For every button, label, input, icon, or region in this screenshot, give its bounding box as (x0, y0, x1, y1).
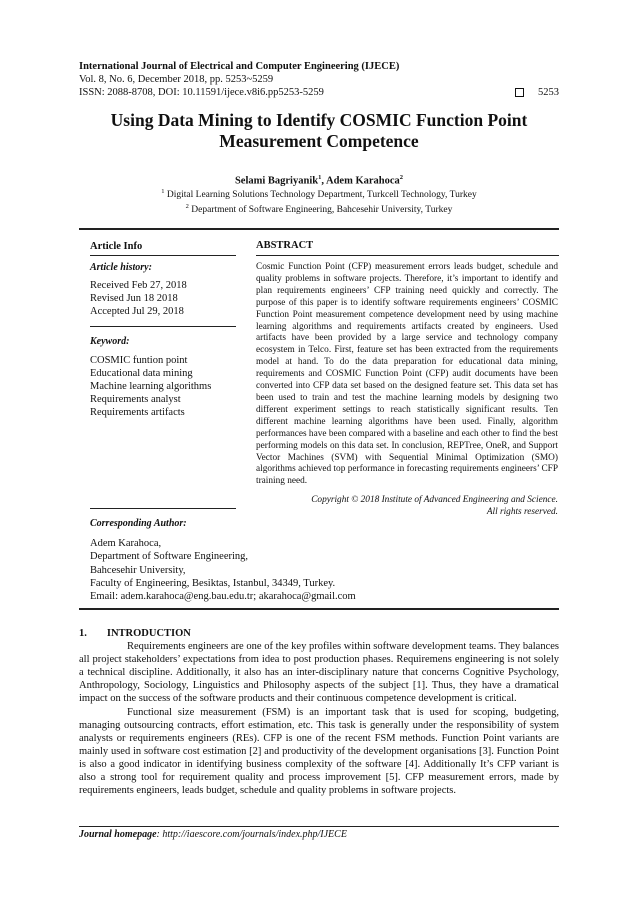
journal-header (79, 60, 559, 99)
abstract-body (256, 258, 558, 518)
title-line-1: Using Data Mining to Identify COSMIC Function Point (110, 110, 528, 130)
footer-label: Journal homepage (79, 829, 157, 840)
article-info-heading: Article Info (90, 241, 143, 252)
paper-title (79, 110, 559, 152)
corresponding-department: Department of Software Engineering, (90, 551, 249, 563)
keyword-label: Keyword: (90, 336, 130, 347)
section-title: INTRODUCTION (106, 628, 191, 639)
article-info-heading-block (90, 240, 240, 253)
journal-footer (79, 829, 559, 840)
journal-name: International Journal of Electrical and Computer Engineering (IJECE) (79, 61, 400, 72)
history-rule (90, 326, 236, 327)
introduction-section (79, 628, 559, 798)
abstract-text: Cosmic Function Point (CFP) measurement errors leads budget, schedule and quality problems in software projects. Therefore, it’s important to identify and plan requirements engineers’ CFP training need quickly and correctly. The purpose of this paper is to identify software requirements engineers’ COSMIC Function Point measurement competence development need by using machine learning algorithms and requirements artifacts created by engineers. Used artifacts have been provided by a large service and technology company ecosystem in Telco. First, feature set has been extracted from the requirements model at hand. To do the data preparation for educational data mining, requirements and COSMIC Function Point (CFP) audit documents have been converted into CFP data set based on the designed feature set. This data set has been used to train and test the machine learning models by designing two different experiment settings to reach statistically significant results. Ten different machine learning algorithms have been used. Finally, algorithm performances have been compared with a baseline and each other to find the best performing models on this data set. In conclusion, REPTree, OneR, and Support Vector Machines (SVM) with Sequential Minimal Optimization (SMO) algorithms achieved top performance in forecasting requirements engineers’ CFP training need. (256, 262, 558, 487)
corresponding-author (90, 517, 560, 603)
affiliation-1 (79, 186, 559, 201)
introduction-heading (79, 628, 559, 641)
section-number: 1. (79, 628, 87, 639)
article-history (90, 261, 240, 318)
title-line-2: Measurement Competence (219, 131, 419, 151)
corresponding-address: Faculty of Engineering, Besiktas, Istanbul, 34349, Turkey. (90, 577, 336, 589)
issn-doi: ISSN: 2088-8708, DOI: 10.11591/ijece.v8i6.pp5253-5259 (79, 87, 324, 98)
page-number: 5253 (538, 87, 559, 98)
copyright-notice (256, 494, 558, 518)
keyword-item: Requirements artifacts (90, 407, 185, 418)
article-info-rule (90, 255, 236, 256)
history-received: Received Feb 27, 2018 (90, 280, 187, 291)
author-1: Selami Bagriyanik (234, 175, 319, 187)
keyword-item: Machine learning algorithms (90, 381, 212, 392)
corresponding-rule (90, 508, 236, 509)
affiliation-2 (79, 201, 559, 216)
affiliation-2-text: Department of Software Engineering, Bahcesehir University, Turkey (188, 205, 453, 216)
abstract-section (256, 240, 558, 251)
author-1-sup: 1 (318, 174, 322, 181)
corresponding-label: Corresponding Author: (90, 518, 187, 529)
abstract-heading: ABSTRACT (256, 240, 314, 251)
affiliation-1-sup: 1 (161, 188, 165, 195)
volume-info: Vol. 8, No. 6, December 2018, pp. 5253~5259 (79, 74, 274, 85)
corresponding-name: Adem Karahoca, (90, 538, 162, 550)
keyword-item: Requirements analyst (90, 394, 181, 405)
history-label: Article history: (90, 262, 152, 273)
author-separator: , (321, 175, 326, 187)
history-accepted: Accepted Jul 29, 2018 (90, 306, 184, 317)
history-revised: Revised Jun 18 2018 (90, 293, 178, 304)
footer-url[interactable]: : http://iaescore.com/journals/index.php/IJECE (156, 829, 347, 840)
footer-rule (79, 826, 559, 827)
affiliations (79, 186, 559, 216)
square-icon (515, 88, 524, 97)
author-2: Adem Karahoca (326, 175, 400, 187)
corresponding-email: Email: adem.karahoca@eng.bau.edu.tr; akarahoca@gmail.com (90, 591, 356, 603)
issn-row (79, 86, 559, 99)
copyright-line-2: All rights reserved. (486, 507, 558, 518)
intro-paragraph: Functional size measurement (FSM) is an important task that is used for scoping, budgeting, managing outsourcing contracts, effort estimation, etc. This task is generally under the responsibility of system analysts or requirements engineers (REs). CFP is one of the recent FSM methods. Function Point variants are mainly used in software cost estimation [2] and productivity of the development organisations [3]. Function Point is also a good indicator in identifying business complexity of the software [4]. Additionally It’s CFP variant is also a strong tool for requirement quality and process improvement [5]. CFP measurement errors, made by requirements engineers, leads budget, schedule and quality problems in software projects. (79, 707, 559, 796)
author-list (79, 174, 559, 187)
keyword-item: Educational data mining (90, 368, 193, 379)
section-rule (79, 608, 559, 610)
page-number-box (515, 86, 559, 99)
intro-paragraph: Requirements engineers are one of the key profiles within software development teams. They balances all project stakeholders’ expectations from idea to post production phases. Requiremens engineering is not solely a technical discipline. Additionally, it also has an inter-disciplinary nature that concerns Cognitive Psychology, Anthropology, Sociology, Linguistics and Philosophy aspects of the subject [1]. Thus, they have a dramatical impact on the success of the software products and their continuous competence development is critical. (79, 640, 559, 704)
corresponding-university: Bahcesehir University, (90, 564, 186, 576)
affiliation-2-sup: 2 (185, 203, 189, 211)
keywords-block (90, 335, 240, 419)
keyword-item: COSMIC funtion point (90, 355, 188, 366)
copyright-line-1: Copyright © 2018 Institute of Advanced Engineering and Science. (311, 495, 558, 506)
author-2-sup: 2 (399, 174, 404, 181)
abstract-rule (256, 255, 559, 256)
top-rule (79, 228, 559, 230)
affiliation-1-text: Digital Learning Solutions Technology Department, Turkcell Technology, Turkey (164, 190, 477, 201)
